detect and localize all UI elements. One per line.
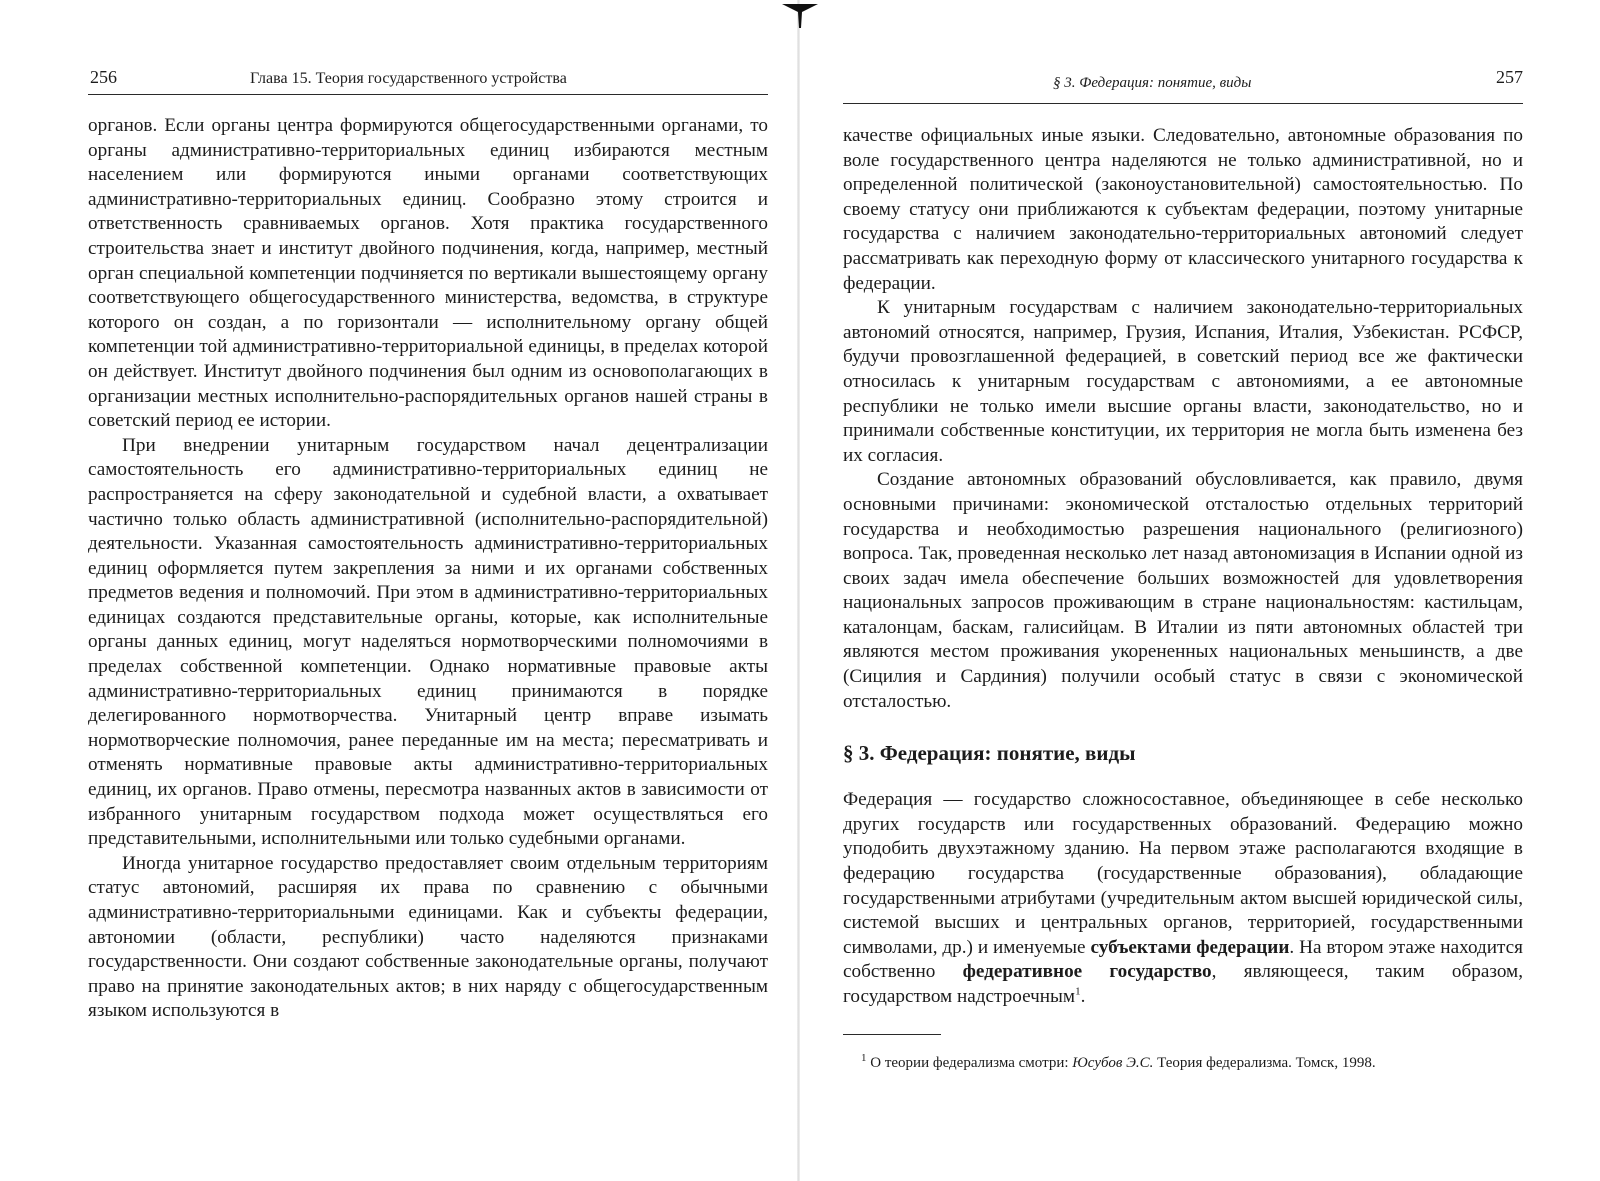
bold-term: субъектами федерации: [1090, 936, 1290, 958]
footnote-author: Юсубов Э.С.: [1072, 1054, 1154, 1071]
paragraph: качестве официальных иные языки. Следовательно, автономные образования по воле государственного центра наделяются не только административной, но и определенной политической (законоустановительной) самостоятельностью. По своему статусу они приближаются к субъектам федерации, поэтому унитарные государства с наличием законодательно-территориальных автономий следует рассматривать как переходную форму от классического унитарного государства к федерации.: [843, 125, 1523, 294]
bookmark-ribbon-icon: [782, 2, 818, 28]
footnote-marker: 1: [861, 1051, 867, 1064]
federation-definition-paragraph: [843, 788, 1523, 1009]
bold-term: федеративное государство: [962, 961, 1212, 983]
footnote: [843, 1053, 1523, 1073]
footnote-ref: 1: [1075, 985, 1081, 998]
footnote-rule: [843, 1034, 941, 1035]
footnote-text: О теории федерализма смотри:: [870, 1054, 1073, 1071]
text-run: . На втором этаже находится собственно: [843, 936, 1523, 983]
running-head: § 3. Федерация: понятие, виды: [1053, 75, 1252, 91]
text-run: Федерация — государство сложносоставное, объединяющее в себе несколько других государств или государственных образований. Федерацию можно уподобить двухэтажному зданию. На первом этаже располагаются входящие в федерацию государства (государственные образования), обладающие государственными атрибутами (учредительным актом высшей юридической силы, системой высших и центральных органов, территорией, государственными символами, др.) и именуемые: [843, 789, 1523, 958]
book-gutter: [797, 0, 800, 1181]
paragraph: При внедрении унитарным государством начал децентрализации самостоятельность его административно-территориальных единиц не распространяется на сферу законодательной и судебной власти, а охватывает частично только область административной (исполнительно-распорядительной) деятельности. Указанная самостоятельность административно-территориальных единиц оформляется путем закрепления за ними и их органами собственных предметов ведения и полномочий. При этом в административно-территориальных единицах создаются представительные органы, которые, как исполнительные органы данных единиц, могут наделяться нормотворческими полномочиями в пределах собственной компетенции. Однако нормативные правовые акты административно-территориальных единиц принимаются в порядке делегированного нормотворчества. Унитарный центр вправе изымать нормотворческие полномочия, ранее переданные им на места; пересматривать и отменять нормативные правовые акты административно-территориальных единиц, их органов. Право отмены, пересмотра названных актов в зависимости от избранного унитарным государством подхода может осуществляться его представительными, исполнительными или только судебными органами.: [88, 434, 768, 850]
text-run: .: [1080, 986, 1086, 1007]
header-rule: [88, 94, 768, 95]
left-page-body: [88, 114, 768, 1024]
right-page-header: [843, 66, 1523, 94]
section-heading: § 3. Федерация: понятие, виды: [843, 741, 1136, 766]
right-page-body: [843, 124, 1523, 1073]
text-run: , являющееся, таким образом, государством надстроечным: [843, 961, 1523, 1007]
header-rule: [843, 103, 1523, 104]
paragraph: органов. Если органы центра формируются общегосударственными органами, то органы административно-территориальных единиц избираются местным населением или формируются иными органами соответствующих административно-территориальных единиц. Сообразно этому строится и ответственность сравниваемых органов. Хотя практика государственного строительства знает и институт двойного подчинения, когда, например, местный орган специальной компетенции подчиняется по вертикали вышестоящему органу соответствующего общегосударственного министерства, ведомства, в структуре которого он создан, а по горизонтали — исполнительному органу общей компетенции той административно-территориальной единицы, в пределах которой он действует. Институт двойного подчинения был одним из основополагающих в организации местных исполнительно-распорядительных органов нашей страны в советский период ее истории.: [88, 115, 768, 432]
paragraph: К унитарным государствам с наличием законодательно-территориальных автономий относятся, например, Грузия, Испания, Италия, Узбекистан. РСФСР, будучи провозглашенной федерацией, в советский период все же фактически относилась к унитарным государствам с автономиями, а ее автономные республики не только имели высшие органы власти, законодательство, но и принимали собственные конституции, их территория не могла быть изменена без их согласия.: [843, 297, 1523, 466]
left-page-header: [88, 66, 768, 94]
running-head: Глава 15. Теория государственного устройства: [250, 70, 567, 87]
page-number: 256: [90, 67, 117, 87]
paragraph: Иногда унитарное государство предоставляет своим отдельным территориям статус автономий, расширяя их права по сравнению с обычными административно-территориальными единицами. Как и субъекты федерации, автономии (области, республики) часто наделяются признаками государственности. Они создают собственные законодательные органы, получают право на принятие законодательных актов; в них наряду с общегосударственным языком используются в: [88, 852, 768, 1022]
page-number: 257: [1496, 67, 1523, 87]
paragraph: Создание автономных образований обусловливается, как правило, двумя основными причинами: экономической отсталостью отдельных территорий государства и необходимостью разрешения национального (религиозного) вопроса. Так, проведенная несколько лет назад автономизация в Испании одной из своих задач имела обеспечение больших возможностей для удовлетворения национальных запросов проживающим в стране национальностям: кастильцам, каталонцам, баскам, галисийцам. В Италии из пяти автономных областей три являются местом проживания укорененных национальных меньшинств, а две (Сицилия и Сардиния) получили особый статус в связи с экономической отсталостью.: [843, 469, 1523, 712]
footnote-text: Теория федерализма. Томск, 1998.: [1153, 1054, 1376, 1071]
